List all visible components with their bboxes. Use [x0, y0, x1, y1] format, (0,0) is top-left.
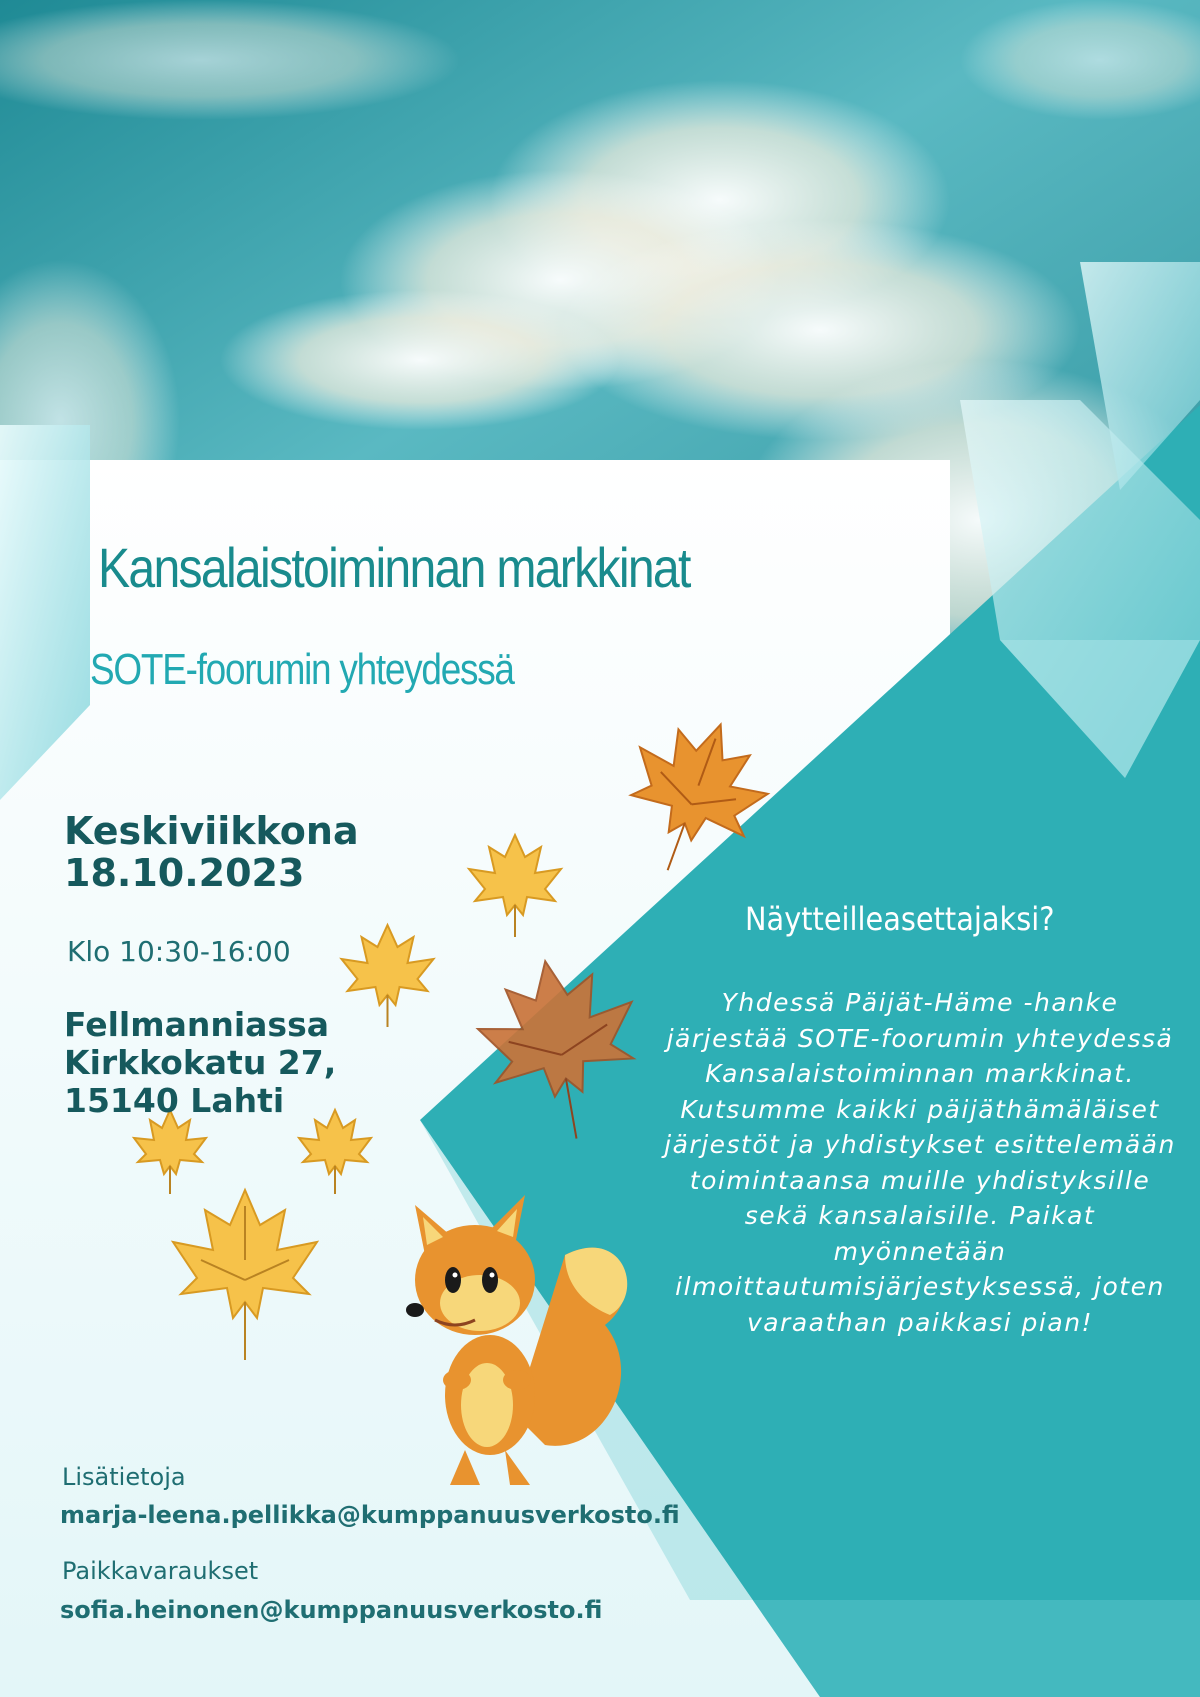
poster-title: Kansalaistoiminnan markkinat — [98, 536, 690, 599]
exhibitor-heading: Näytteilleasettajaksi? — [745, 900, 1055, 938]
event-date-value: 18.10.2023 — [64, 851, 305, 895]
maple-leaf-icon — [615, 700, 775, 890]
maple-leaf-icon — [455, 945, 665, 1145]
contact-label-info: Lisätietoja — [62, 1463, 186, 1491]
contact-label-booking: Paikkavaraukset — [62, 1557, 259, 1585]
maple-leaf-icon — [455, 825, 575, 945]
event-location — [64, 1006, 336, 1120]
event-venue: Fellmanniassa — [64, 1005, 329, 1044]
event-date — [64, 810, 359, 894]
exhibitor-body: Yhdessä Päijät-Häme -hanke järjestää SOTE-foorumin yhteydessä Kansalaistoiminnan markkinat. Kutsumme kaikki päijäthämäläiset järjestöt ja yhdistykset esittelemään toimintaansa muille yhdistyksille sekä kansalaisille. Paikat myönnetään ilmoittautumisjärjestyksessä, joten varaathan paikkasi pian! — [664, 988, 1176, 1337]
event-time: Klo 10:30-16:00 — [67, 935, 291, 968]
contact-email-info[interactable]: marja-leena.pellikka@kumppanuusverkosto.fi — [60, 1501, 680, 1529]
maple-leaf-icon — [325, 915, 450, 1035]
contact-email-booking[interactable]: sofia.heinonen@kumppanuusverkosto.fi — [60, 1596, 603, 1624]
event-weekday: Keskiviikkona — [64, 809, 359, 853]
event-city: 15140 Lahti — [64, 1081, 285, 1120]
event-street: Kirkkokatu 27, — [64, 1043, 337, 1082]
squirrel-mascot-icon — [395, 1185, 645, 1495]
maple-leaf-icon — [150, 1175, 340, 1365]
poster-subtitle: SOTE-foorumin yhteydessä — [90, 645, 514, 694]
